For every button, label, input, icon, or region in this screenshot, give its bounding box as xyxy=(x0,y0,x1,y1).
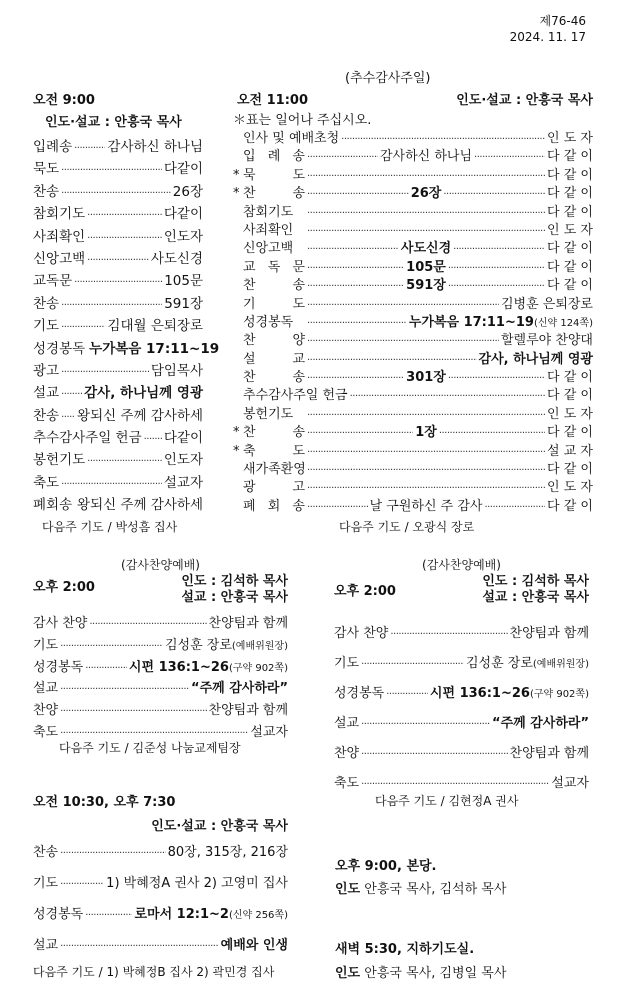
order-11am-detail: 26장 xyxy=(410,186,442,202)
bulletin-date: 2024. 11. 17 xyxy=(509,30,586,44)
order-9am-row xyxy=(33,157,203,179)
order-1030-value: 예배와 인생 xyxy=(220,938,288,953)
order-11am-row xyxy=(233,366,593,384)
service-9am-time: 오전 9:00 xyxy=(33,93,95,108)
order-2pm-left-value: 김성훈 장로 xyxy=(164,637,232,653)
order-9am-row xyxy=(33,426,203,448)
order-9am-row xyxy=(33,493,203,515)
order-11am-note: (신약 124쪽) xyxy=(533,317,593,329)
leader-dots xyxy=(307,152,378,163)
order-2pm-left-row xyxy=(33,612,288,634)
leader-dots xyxy=(307,208,545,219)
order-1030-label: 기도 xyxy=(33,876,59,891)
standing-mark: * xyxy=(233,443,240,459)
leader-dots xyxy=(61,300,162,311)
order-2pm-right-value: 찬양팀과 함께 xyxy=(509,626,589,641)
order-11am-label: 추수감사주일 헌금 xyxy=(243,388,348,404)
leader-dots xyxy=(307,336,499,347)
order-9am-label: 성경봉독 xyxy=(33,340,86,357)
service-1030-leader: 인도·설교 : 안흥국 목사 xyxy=(151,819,288,834)
order-9am-value: 사도신경 xyxy=(150,250,203,267)
order-11am-row xyxy=(233,311,593,329)
leader-dots xyxy=(361,779,549,790)
order-11am-detail: 사도신경 xyxy=(400,241,452,257)
order-2pm-left-label: 감사 찬양 xyxy=(33,616,88,631)
leader-dots xyxy=(307,171,545,182)
order-11am-label: 찬 송 xyxy=(243,186,305,202)
leader-dots xyxy=(307,483,545,494)
leader-dots xyxy=(61,479,162,490)
order-9am-label: 찬송 xyxy=(33,183,60,200)
order-9am-value: 다같이 xyxy=(163,206,203,223)
order-11am-row xyxy=(233,201,593,219)
order-9am-label: 사죄확인 xyxy=(33,228,86,245)
order-11am-value: 다 같 이 xyxy=(547,149,593,165)
leader-dots xyxy=(341,134,545,145)
order-11am-label: 폐 회 송 xyxy=(243,498,305,514)
order-2pm-right-label: 설교 xyxy=(334,716,360,731)
order-11am-label: 찬 송 xyxy=(243,370,305,386)
order-11am-label: 인사 및 예배초청 xyxy=(243,131,340,146)
order-9am-row xyxy=(33,314,203,336)
order-2pm-left-note: (구약 902쪽) xyxy=(228,662,288,674)
order-11am-label: 신앙고백 xyxy=(243,241,294,257)
leader-dots xyxy=(74,501,75,512)
order-11am-detail: 감사하신 하나님 xyxy=(380,149,473,165)
order-1030-row xyxy=(33,841,288,872)
order-11am-label: 입 례 송 xyxy=(243,149,305,165)
leader-dots xyxy=(307,189,409,200)
order-2pm-left-row xyxy=(33,656,288,678)
service-2pm-right-next-prayer: 다음주 기도 / 김현정A 권사 xyxy=(375,794,519,808)
leader-dots xyxy=(474,152,545,163)
leader-dots xyxy=(307,410,545,421)
order-11am-detail: 105문 xyxy=(406,259,446,275)
leader-dots xyxy=(74,277,162,288)
order-2pm-right-label: 기도 xyxy=(334,656,360,671)
leader-dots xyxy=(307,373,404,384)
order-1030-value: 1) 박혜정A 권사 2) 고영미 집사 xyxy=(106,876,288,891)
order-2pm-right-row xyxy=(334,652,589,682)
leader-dots xyxy=(307,355,477,366)
order-11am-value: 감사, 하나님께 영광 xyxy=(478,351,593,367)
leader-dots xyxy=(61,165,162,176)
order-9am-label: 찬송 xyxy=(33,407,60,424)
order-11am-value: 다 같 이 xyxy=(547,498,593,514)
leader-dots xyxy=(74,143,105,154)
order-2pm-right-row xyxy=(334,712,589,742)
order-11am-detail: 1장 xyxy=(415,425,437,441)
order-11am-label: 찬 송 xyxy=(243,278,305,294)
leader-dots xyxy=(60,848,166,859)
service-2pm-left-leader: 인도 : 김석하 목사 xyxy=(181,574,288,589)
leader-dots xyxy=(60,941,219,952)
order-1030-row xyxy=(33,934,288,965)
order-11am-value: 다 같 이 xyxy=(547,259,593,275)
order-1030-row xyxy=(33,903,288,934)
order-9am-label: 교독문 xyxy=(33,273,73,290)
order-9am-value: 왕되신 주께 감사하세 xyxy=(77,407,203,424)
leader-dots xyxy=(307,447,545,458)
service-2pm-right-preacher: 설교 : 안흥국 목사 xyxy=(482,590,589,605)
order-9am-row xyxy=(33,381,203,403)
order-9am-label: 추수감사주일 헌금 xyxy=(33,430,142,447)
leader-dots xyxy=(144,434,162,445)
order-9am-row xyxy=(33,292,203,314)
leader-dots xyxy=(448,373,545,384)
service-9am-leader: 인도·설교 : 안흥국 목사 xyxy=(45,115,182,130)
service-9pm-time: 오후 9:00, 본당. xyxy=(335,859,437,874)
order-11am-value: 다 같 이 xyxy=(547,204,593,220)
leader-dots xyxy=(61,322,105,333)
order-9am-value: 105문 xyxy=(164,273,203,290)
order-11am-label: 찬 양 xyxy=(243,333,305,349)
order-11am-label: 찬 송 xyxy=(243,425,305,441)
order-11am-value: 다 같 이 xyxy=(547,425,593,441)
service-11am-leader: 인도·설교 : 안흥국 목사 xyxy=(456,93,593,108)
order-9am-value: 인도자 xyxy=(163,228,203,245)
leader-dots xyxy=(87,456,162,467)
service-11am-next-prayer: 다음주 기도 / 오광식 장로 xyxy=(339,520,475,534)
order-9am-value: 누가복음 17:11~19 xyxy=(89,340,220,357)
order-11am-value: 다 같 이 xyxy=(547,278,593,294)
standing-mark: * xyxy=(233,167,240,183)
leader-dots xyxy=(85,663,127,674)
order-11am-value: 다 같 이 xyxy=(547,388,593,404)
order-9am-label: 축도 xyxy=(33,474,60,491)
order-11am-row xyxy=(233,219,593,237)
dawn-prayer-leader-names: 안흥국 목사, 김병일 목사 xyxy=(364,966,507,981)
bulletin-number: 제76-46 xyxy=(539,14,586,28)
order-9am-row xyxy=(33,337,220,359)
service-9pm-leader: 인도 안흥국 목사, 김석하 목사 xyxy=(335,882,507,897)
order-9am-label: 참회기도 xyxy=(33,206,86,223)
order-2pm-right-note: (구약 902쪽) xyxy=(529,689,589,700)
order-11am-value: 인 도 자 xyxy=(547,222,593,238)
order-2pm-left-value: 찬양팀과 함께 xyxy=(208,703,288,719)
order-11am-label: 교 독 문 xyxy=(243,259,305,275)
order-11am-row xyxy=(233,145,593,163)
order-9am-value: 인도자 xyxy=(163,452,203,469)
leader-dots xyxy=(60,879,104,890)
order-11am-label: 기 도 xyxy=(243,296,305,312)
order-9am-value: 다같이 xyxy=(163,430,203,447)
order-2pm-right-value: 시편 136:1~26 xyxy=(429,686,530,701)
order-9am-row xyxy=(33,135,203,157)
order-11am-value: 인 도 자 xyxy=(547,480,593,496)
order-11am-detail: 301장 xyxy=(406,370,446,386)
order-11am-row xyxy=(233,127,593,145)
order-11am-label: 참회기도 xyxy=(243,204,294,220)
leader-dots xyxy=(87,233,162,244)
order-1030-label: 성경봉독 xyxy=(33,907,84,922)
order-11am-row xyxy=(233,237,593,255)
order-11am-row xyxy=(233,329,593,347)
order-11am-value: 다 같 이 xyxy=(547,167,593,183)
order-9am-row xyxy=(33,180,203,202)
order-2pm-right-label: 축도 xyxy=(334,776,360,791)
leader-dots xyxy=(307,244,399,255)
service-2pm-right-time: 오후 2:00 xyxy=(334,584,396,599)
standing-notice: ＊표는 일어나 주십시오. xyxy=(233,113,372,128)
order-9am-row xyxy=(33,471,203,493)
service-9am xyxy=(33,89,220,516)
order-11am-label: 축 도 xyxy=(243,443,305,459)
order-1030-label: 찬송 xyxy=(33,845,59,860)
order-2pm-left-row xyxy=(33,634,288,656)
leader-dots xyxy=(61,188,171,199)
order-2pm-right-label: 찬양 xyxy=(334,746,360,761)
order-11am-value: 인 도 자 xyxy=(547,131,593,146)
order-2pm-right-value: “주께 감사하라” xyxy=(492,716,589,731)
order-11am-row xyxy=(233,256,593,274)
order-2pm-left-value: 설교자 xyxy=(250,724,288,740)
leader-dots xyxy=(60,728,248,739)
order-2pm-left-label: 설교 xyxy=(33,681,59,697)
order-9am-label: 광고 xyxy=(33,362,60,379)
service-2pm-left-time: 오후 2:00 xyxy=(33,580,95,595)
leader-dots xyxy=(60,706,206,717)
leader-dots xyxy=(453,244,545,255)
order-9am-row xyxy=(33,448,203,470)
order-1030-row xyxy=(33,872,288,903)
order-9am-label: 기도 xyxy=(33,318,60,335)
leader-dots xyxy=(443,189,545,200)
order-2pm-left-value: “주께 감사하라” xyxy=(191,681,288,697)
order-9am-label: 입례송 xyxy=(33,139,73,155)
order-11am-detail: 591장 xyxy=(406,278,446,294)
leader-dots xyxy=(350,391,545,402)
order-11am-row xyxy=(233,440,593,458)
standing-mark: * xyxy=(233,186,240,202)
order-11am-value: 다 같 이 xyxy=(547,241,593,257)
order-2pm-right-label: 감사 찬양 xyxy=(334,626,389,641)
service-1030-time: 오전 10:30, 오후 7:30 xyxy=(33,795,176,810)
order-11am-value: 다 같 이 xyxy=(547,370,593,386)
order-9am-row xyxy=(33,225,203,247)
standing-mark: * xyxy=(233,425,240,441)
order-11am-label: 설 교 xyxy=(243,351,305,367)
order-2pm-left-note: (예배위원장) xyxy=(231,640,288,652)
service-2pm-right-leader: 인도 : 김석하 목사 xyxy=(482,574,589,589)
order-9am-value: 왕되신 주께 감사하세 xyxy=(77,497,203,514)
order-9am-row xyxy=(33,269,203,291)
leader-dots xyxy=(61,367,149,378)
service-11am-time: 오전 11:00 xyxy=(237,93,309,108)
order-11am-row xyxy=(233,384,593,402)
order-11am-value: 인 도 자 xyxy=(547,406,593,422)
order-2pm-right-row xyxy=(334,622,589,652)
order-11am-row xyxy=(233,293,593,311)
order-11am-row xyxy=(233,182,593,200)
service-2pm-right xyxy=(334,556,589,802)
leader-dots xyxy=(61,389,82,400)
leader-dots xyxy=(448,281,545,292)
order-11am-label: 새가족환영 xyxy=(243,462,306,478)
order-11am-label: 묵 도 xyxy=(243,167,305,183)
order-9am-value: 26장 xyxy=(172,183,203,200)
leader-dots xyxy=(484,502,545,513)
leader-dots xyxy=(85,910,132,921)
service-1030 xyxy=(33,791,288,965)
leader-dots xyxy=(439,428,545,439)
leader-dots xyxy=(87,255,149,266)
leader-dots xyxy=(307,263,404,274)
order-11am-row xyxy=(233,348,593,366)
order-11am-row xyxy=(233,495,593,513)
order-2pm-left-row xyxy=(33,699,288,721)
order-11am-label: 광 고 xyxy=(243,480,305,496)
leader-dots xyxy=(390,629,507,640)
leader-dots xyxy=(60,684,189,695)
order-2pm-left-label: 성경봉독 xyxy=(33,659,84,675)
leader-dots xyxy=(307,428,413,439)
order-11am-row xyxy=(233,421,593,439)
leader-dots xyxy=(61,412,75,423)
order-9am-label: 봉헌기도 xyxy=(33,452,86,469)
order-2pm-right-label: 성경봉독 xyxy=(334,686,385,701)
order-9am-value: 담임목사 xyxy=(150,362,203,379)
order-2pm-left-value: 찬양팀과 함께 xyxy=(208,616,288,631)
order-9am-value: 감사, 하나님께 영광 xyxy=(84,385,203,402)
order-11am-label: 사죄확인 xyxy=(243,222,294,238)
service-2pm-right-title: (감사찬양예배) xyxy=(422,558,501,572)
order-2pm-right-value: 김성훈 장로 xyxy=(465,656,533,671)
order-2pm-left-row xyxy=(33,677,288,699)
service-1030-next-prayer: 다음주 기도 / 1) 박혜정B 집사 2) 곽민경 집사 xyxy=(33,965,275,979)
dawn-prayer-time: 새벽 5:30, 지하기도실. xyxy=(335,942,475,957)
leader-dots xyxy=(386,689,428,700)
order-1030-label: 설교 xyxy=(33,938,59,953)
order-9am-row xyxy=(33,359,203,381)
order-11am-label: 봉헌기도 xyxy=(243,406,294,422)
order-2pm-right-note: (예배위원장) xyxy=(532,659,589,670)
order-11am-value: 김병훈 은퇴장로 xyxy=(500,296,593,312)
order-9am-label: 찬송 xyxy=(33,295,60,312)
service-2pm-left-next-prayer: 다음주 기도 / 김준성 나눔교제팀장 xyxy=(59,741,241,755)
order-11am-row xyxy=(233,476,593,494)
order-9am-label: 폐회송 xyxy=(33,497,73,514)
service-2pm-left-title: (감사찬양예배) xyxy=(121,558,200,572)
leader-dots xyxy=(361,749,507,760)
order-2pm-right-row xyxy=(334,742,589,772)
thanksgiving-title: (추수감사주일) xyxy=(345,71,431,86)
order-2pm-left-label: 찬양 xyxy=(33,703,59,719)
order-2pm-left-value: 시편 136:1~26 xyxy=(128,659,229,675)
order-2pm-left-label: 축도 xyxy=(33,724,59,740)
dawn-prayer-leader: 인도 안흥국 목사, 김병일 목사 xyxy=(335,966,507,981)
leader-dots xyxy=(307,318,407,329)
leader-dots xyxy=(307,465,545,476)
order-11am-row xyxy=(233,274,593,292)
leader-dots xyxy=(307,502,368,513)
order-11am-row xyxy=(233,403,593,421)
order-2pm-right-value: 찬양팀과 함께 xyxy=(509,746,589,761)
order-9am-value: 설교자 xyxy=(163,474,203,491)
order-2pm-left-label: 기도 xyxy=(33,637,59,653)
order-11am-value: 다 같 이 xyxy=(547,462,593,478)
leader-dots xyxy=(307,300,499,311)
service-2pm-left xyxy=(33,556,288,743)
order-11am-detail: 누가복음 17:11~19 xyxy=(408,314,534,330)
order-9am-label: 신앙고백 xyxy=(33,250,86,267)
order-9am-label: 설교 xyxy=(33,385,60,402)
service-11am xyxy=(233,89,593,513)
order-9am-row xyxy=(33,202,203,224)
order-9am-row xyxy=(33,247,203,269)
order-11am-label: 성경봉독 xyxy=(243,314,294,330)
leader-dots xyxy=(60,641,163,652)
order-2pm-right-value: 설교자 xyxy=(551,776,589,791)
leader-dots xyxy=(361,719,490,730)
order-9am-value: 다같이 xyxy=(163,161,203,178)
order-9am-row xyxy=(33,404,203,426)
order-11am-detail: 날 구원하신 주 감사 xyxy=(369,498,483,514)
order-11am-row xyxy=(233,458,593,476)
leader-dots xyxy=(89,619,206,630)
order-1030-note: (신약 256쪽) xyxy=(228,910,288,921)
order-1030-value: 80장, 315장, 216장 xyxy=(167,845,288,860)
order-11am-value: 할렐루야 찬양대 xyxy=(500,333,593,349)
leader-dots xyxy=(307,226,545,237)
service-2pm-left-preacher: 설교 : 안흥국 목사 xyxy=(181,590,288,605)
order-11am-value: 다 같 이 xyxy=(547,186,593,202)
service-9am-next-prayer: 다음주 기도 / 박성흠 집사 xyxy=(42,520,178,534)
order-9am-value: 감사하신 하나님 xyxy=(107,139,203,155)
order-9am-label: 묵도 xyxy=(33,161,60,178)
order-11am-value: 설 교 자 xyxy=(547,443,593,459)
leader-dots xyxy=(307,281,404,292)
leader-dots xyxy=(361,659,464,670)
order-2pm-right-row xyxy=(334,682,589,712)
service-9pm-leader-names: 안흥국 목사, 김석하 목사 xyxy=(364,882,507,897)
leader-dots xyxy=(448,263,545,274)
order-9am-value: 591장 xyxy=(164,295,203,312)
order-1030-value: 로마서 12:1~2 xyxy=(134,907,229,922)
order-11am-row xyxy=(233,164,593,182)
order-9am-value: 김대월 은퇴장로 xyxy=(107,318,203,335)
leader-dots xyxy=(87,210,162,221)
